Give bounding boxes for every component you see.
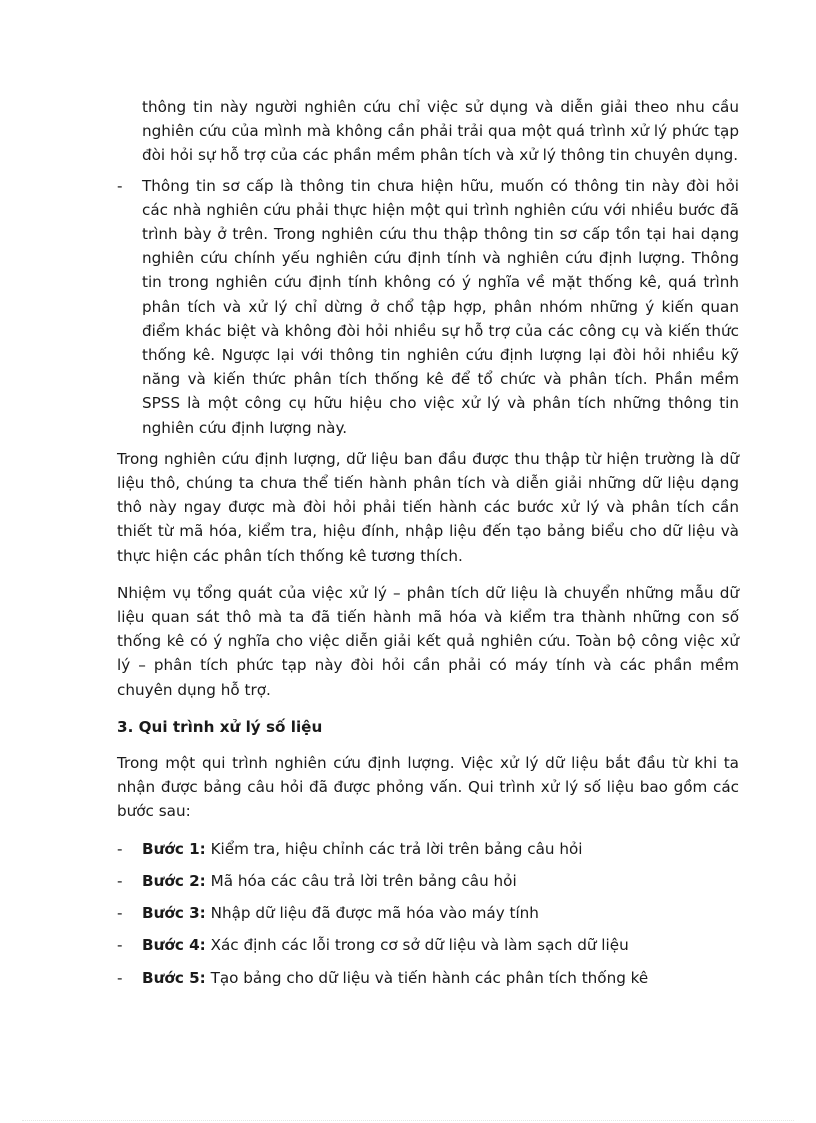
body-paragraph-1: Trong nghiên cứu định lượng, dữ liệu ban đầu được thu thập từ hiện trường là dữ liệu thô, chúng ta chưa thể tiến hành phân tích và diễn giải những dữ liệu dạng thô này ngay được mà đòi hỏi phải tiến hành các bước xử lý và phân tích cần thiết từ mã hóa, kiểm tra, hiệu đính, nhập liệu đến tạo bảng biểu cho dữ liệu và thực hiện các phân tích thống kê tương thích. — [117, 449, 739, 565]
step-label: Bước 2: — [142, 871, 206, 890]
body-paragraph-3: Trong một qui trình nghiên cứu định lượng. Việc xử lý dữ liệu bắt đầu từ khi ta nhận được bảng câu hỏi đã được phỏng vấn. Qui trình xử lý số liệu bao gồm các bước sau: — [117, 754, 739, 821]
step-text: Kiểm tra, hiệu chỉnh các trả lời trên bảng câu hỏi — [205, 839, 583, 858]
intro-continuation-paragraph: thông tin này người nghiên cứu chỉ việc sử dụng và diễn giải theo nhu cầu nghiên cứu của mình mà không cần phải trải qua một quá trình xử lý phức tạp đòi hỏi sự hỗ trợ của các phần mềm phân tích và xử lý thông tin chuyên dụng. — [142, 98, 739, 165]
page-bottom-divider — [22, 1120, 794, 1121]
step-item-3 — [117, 901, 739, 925]
step-label: Bước 4: — [142, 936, 206, 955]
step-item-1 — [117, 837, 739, 861]
primary-info-bullet — [117, 174, 739, 440]
step-text: Nhập dữ liệu đã được mã hóa vào máy tính — [205, 904, 539, 923]
step-item-2 — [117, 869, 739, 893]
step-label: Bước 3: — [142, 904, 206, 923]
document-body — [117, 95, 739, 998]
body-paragraph-2: Nhiệm vụ tổng quát của việc xử lý – phân tích dữ liệu là chuyển những mẫu dữ liệu quan sát thô mà ta đã tiến hành mã hóa và kiểm tra thành những con số thống kê có ý nghĩa cho việc diễn giải kết quả nghiên cứu. Toàn bộ công việc xử lý – phân tích phức tạp này đòi hỏi cần phải có máy tính và các phần mềm chuyên dụng hỗ trợ. — [117, 583, 739, 699]
step-text: Xác định các lỗi trong cơ sở dữ liệu và làm sạch dữ liệu — [205, 936, 629, 955]
bullet-dash: - — [117, 936, 123, 955]
step-label: Bước 5: — [142, 968, 206, 987]
step-item-5 — [117, 966, 739, 990]
bullet-dash: - — [117, 176, 123, 195]
step-item-4 — [117, 933, 739, 957]
step-label: Bước 1: — [142, 839, 206, 858]
step-text: Mã hóa các câu trả lời trên bảng câu hỏi — [205, 871, 517, 890]
section-heading: 3. Qui trình xử lý số liệu — [117, 717, 323, 736]
bullet-dash: - — [117, 904, 123, 923]
bullet-dash: - — [117, 968, 123, 987]
bullet-dash: - — [117, 871, 123, 890]
primary-info-bullet-text: Thông tin sơ cấp là thông tin chưa hiện hữu, muốn có thông tin này đòi hỏi các nhà nghiên cứu phải thực hiện một qui trình nghiên cứu với nhiều bước đã trình bày ở trên. Trong nghiên cứu thu thập thông tin sơ cấp tồn tại hai dạng nghiên cứu chính yếu nghiên cứu định tính và nghiên cứu định lượng. Thông tin trong nghiên cứu định tính không có ý nghĩa về mặt thống kê, quá trình phân tích và xử lý chỉ dừng ở chổ tập hợp, phân nhóm những ý kiến quan điểm khác biệt và không đòi hỏi nhiều sự hỗ trợ của các công cụ và kiến thức thống kê. Ngược lại với thông tin nghiên cứu định lượng lại đòi hỏi nhiều kỹ năng và kiến thức phân tích thống kê để tổ chức và phân tích. Phần mềm SPSS là một công cụ hữu hiệu cho việc xử lý và phân tích những thông tin nghiên cứu định lượng này. — [142, 176, 739, 437]
step-text: Tạo bảng cho dữ liệu và tiến hành các phân tích thống kê — [205, 968, 649, 987]
bullet-dash: - — [117, 839, 123, 858]
